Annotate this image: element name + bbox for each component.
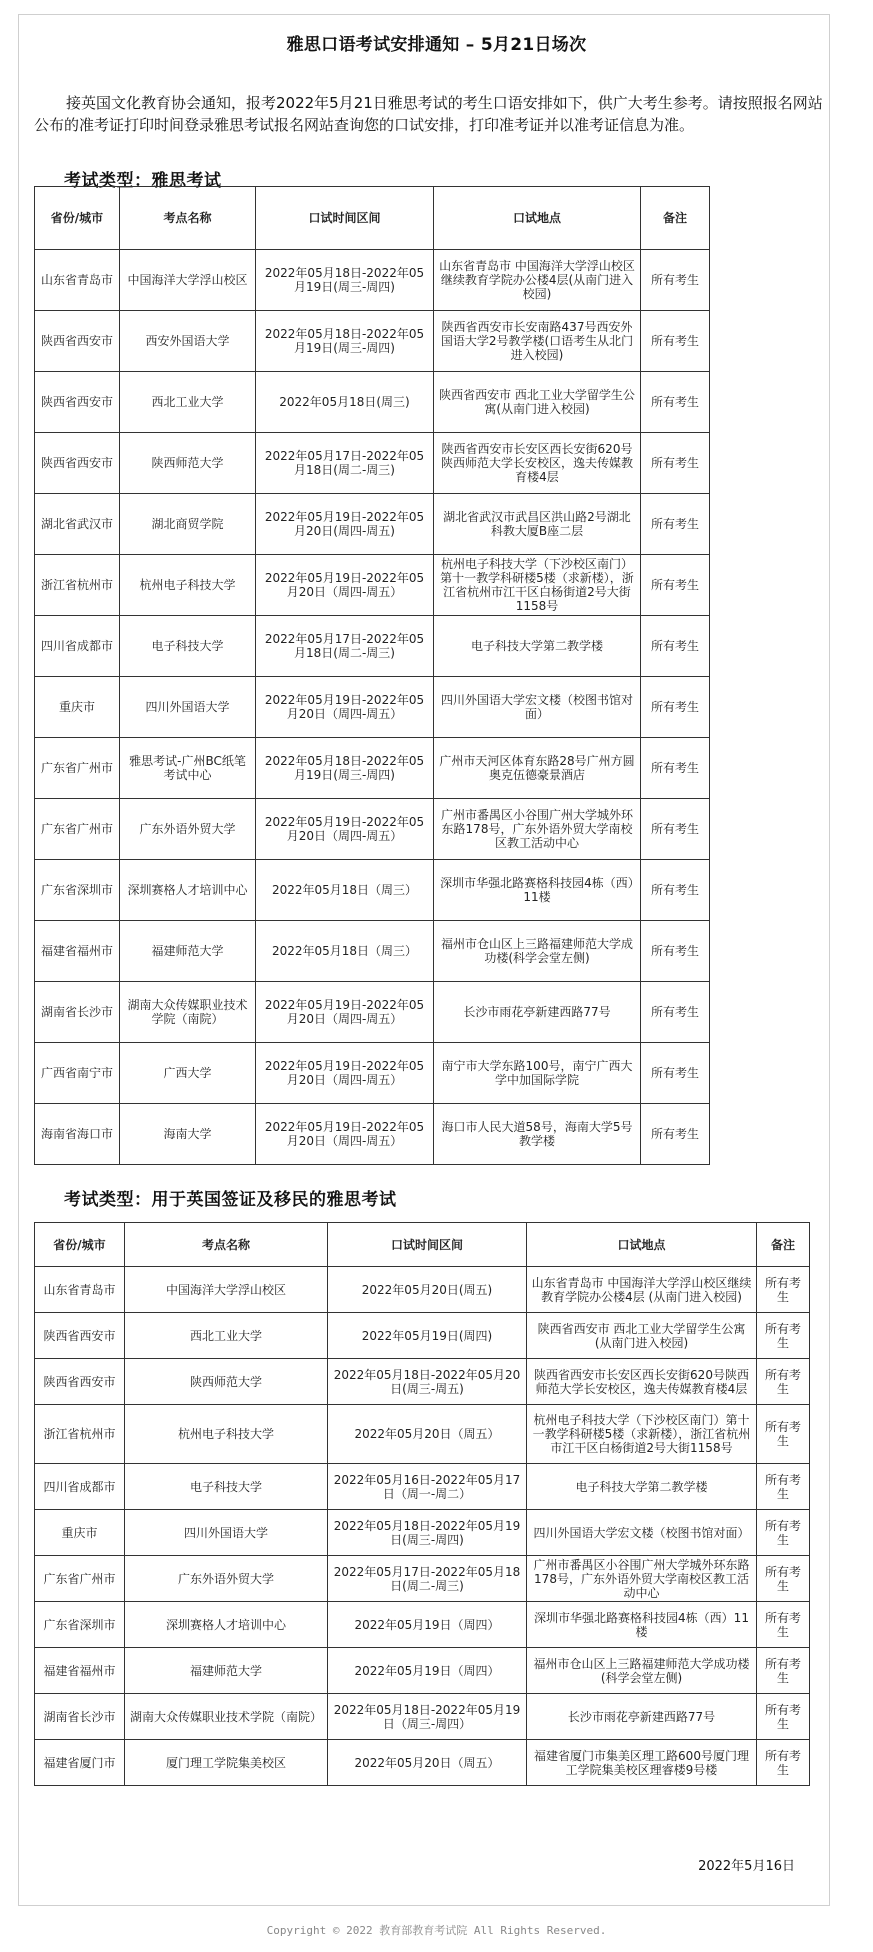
province-cell: 广东省广州市 xyxy=(35,738,120,799)
province-cell: 广西省南宁市 xyxy=(35,1043,120,1104)
venue-cell: 福建师范大学 xyxy=(120,921,256,982)
province-cell: 浙江省杭州市 xyxy=(35,1405,125,1464)
venue-cell: 陕西师范大学 xyxy=(125,1359,328,1405)
venue-cell: 深圳赛格人才培训中心 xyxy=(125,1602,328,1648)
table-row xyxy=(35,799,710,860)
venue-cell: 深圳赛格人才培训中心 xyxy=(120,860,256,921)
location-cell: 深圳市华强北路赛格科技园4栋（西）11楼 xyxy=(434,860,641,921)
table-row xyxy=(35,1464,810,1510)
table-row xyxy=(35,1405,810,1464)
table-row xyxy=(35,1104,710,1165)
location-cell: 四川外国语大学宏文楼（校图书馆对面） xyxy=(434,677,641,738)
location-cell: 杭州电子科技大学（下沙校区南门）第十一教学科研楼5楼（求新楼），浙江省杭州市江干区白杨街道2号大街1158号 xyxy=(527,1405,757,1464)
venue-cell: 杭州电子科技大学 xyxy=(125,1405,328,1464)
notes-cell: 所有考生 xyxy=(641,982,710,1043)
venue-cell: 广西大学 xyxy=(120,1043,256,1104)
ukvi-schedule-table xyxy=(34,1222,810,1786)
venue-cell: 陕西师范大学 xyxy=(120,433,256,494)
header-location: 口试地点 xyxy=(527,1223,757,1267)
time-cell: 2022年05月17日-2022年05月18日(周二-周三) xyxy=(256,616,434,677)
page-title: 雅思口语考试安排通知 – 5月21日场次 xyxy=(286,35,587,55)
province-cell: 湖南省长沙市 xyxy=(35,982,120,1043)
notes-cell: 所有考生 xyxy=(641,311,710,372)
venue-cell: 湖南大众传媒职业技术学院（南院） xyxy=(125,1694,328,1740)
province-cell: 山东省青岛市 xyxy=(35,250,120,311)
notes-cell: 所有考生 xyxy=(641,555,710,616)
province-cell: 陕西省西安市 xyxy=(35,1313,125,1359)
table-row xyxy=(35,1556,810,1602)
province-cell: 福建省福州市 xyxy=(35,921,120,982)
province-cell: 福建省福州市 xyxy=(35,1648,125,1694)
table-row xyxy=(35,677,710,738)
venue-cell: 西北工业大学 xyxy=(120,372,256,433)
notes-cell: 所有考生 xyxy=(757,1602,810,1648)
venue-cell: 广东外语外贸大学 xyxy=(120,799,256,860)
time-cell: 2022年05月20日（周五） xyxy=(328,1740,527,1786)
table-header-row xyxy=(35,187,710,250)
section2-heading: 考试类型：用于英国签证及移民的雅思考试 xyxy=(64,1190,397,1210)
notes-cell: 所有考生 xyxy=(641,494,710,555)
notes-cell: 所有考生 xyxy=(641,250,710,311)
table-row xyxy=(35,1694,810,1740)
notes-cell: 所有考生 xyxy=(757,1267,810,1313)
time-cell: 2022年05月18日（周三） xyxy=(256,860,434,921)
header-venue: 考点名称 xyxy=(125,1223,328,1267)
location-cell: 杭州电子科技大学（下沙校区南门）第十一教学科研楼5楼（求新楼），浙江省杭州市江干区白杨街道2号大街1158号 xyxy=(434,555,641,616)
table-row xyxy=(35,1043,710,1104)
header-venue: 考点名称 xyxy=(120,187,256,250)
venue-cell: 中国海洋大学浮山校区 xyxy=(125,1267,328,1313)
table-row xyxy=(35,1267,810,1313)
notes-cell: 所有考生 xyxy=(641,860,710,921)
table-row xyxy=(35,1313,810,1359)
province-cell: 山东省青岛市 xyxy=(35,1267,125,1313)
location-cell: 四川外国语大学宏文楼（校图书馆对面） xyxy=(527,1510,757,1556)
table-row xyxy=(35,311,710,372)
header-notes: 备注 xyxy=(757,1223,810,1267)
province-cell: 广东省广州市 xyxy=(35,799,120,860)
time-cell: 2022年05月18日-2022年05月20日(周三-周五) xyxy=(328,1359,527,1405)
location-cell: 深圳市华强北路赛格科技园4栋（西）11楼 xyxy=(527,1602,757,1648)
time-cell: 2022年05月19日-2022年05月20日(周四-周五) xyxy=(256,494,434,555)
province-cell: 浙江省杭州市 xyxy=(35,555,120,616)
time-cell: 2022年05月17日-2022年05月18日(周二-周三) xyxy=(328,1556,527,1602)
notes-cell: 所有考生 xyxy=(641,1104,710,1165)
time-cell: 2022年05月19日-2022年05月20日（周四-周五） xyxy=(256,1104,434,1165)
venue-cell: 湖北商贸学院 xyxy=(120,494,256,555)
province-cell: 陕西省西安市 xyxy=(35,433,120,494)
time-cell: 2022年05月18日-2022年05月19日（周三-周四） xyxy=(328,1694,527,1740)
time-cell: 2022年05月18日-2022年05月19日(周三-周四) xyxy=(328,1510,527,1556)
table-row xyxy=(35,1359,810,1405)
venue-cell: 西安外国语大学 xyxy=(120,311,256,372)
venue-cell: 四川外国语大学 xyxy=(125,1510,328,1556)
table-row xyxy=(35,250,710,311)
notes-cell: 所有考生 xyxy=(757,1359,810,1405)
time-cell: 2022年05月20日(周五) xyxy=(328,1267,527,1313)
time-cell: 2022年05月19日（周四） xyxy=(328,1648,527,1694)
venue-cell: 西北工业大学 xyxy=(125,1313,328,1359)
notes-cell: 所有考生 xyxy=(641,677,710,738)
notes-cell: 所有考生 xyxy=(641,738,710,799)
province-cell: 陕西省西安市 xyxy=(35,372,120,433)
table-row xyxy=(35,921,710,982)
province-cell: 重庆市 xyxy=(35,1510,125,1556)
location-cell: 长沙市雨花亭新建西路77号 xyxy=(434,982,641,1043)
notes-cell: 所有考生 xyxy=(641,921,710,982)
location-cell: 湖北省武汉市武昌区洪山路2号湖北科教大厦B座二层 xyxy=(434,494,641,555)
time-cell: 2022年05月19日(周四) xyxy=(328,1313,527,1359)
header-location: 口试地点 xyxy=(434,187,641,250)
notes-cell: 所有考生 xyxy=(757,1510,810,1556)
table-row xyxy=(35,1510,810,1556)
location-cell: 广州市番禺区小谷围广州大学城外环东路178号，广东外语外贸大学南校区教工活动中心 xyxy=(527,1556,757,1602)
notes-cell: 所有考生 xyxy=(641,433,710,494)
location-cell: 福州市仓山区上三路福建师范大学成功楼(科学会堂左侧) xyxy=(434,921,641,982)
table-row xyxy=(35,616,710,677)
location-cell: 南宁市大学东路100号，南宁广西大学中加国际学院 xyxy=(434,1043,641,1104)
table-row xyxy=(35,1648,810,1694)
province-cell: 广东省深圳市 xyxy=(35,860,120,921)
notice-date: 2022年5月16日 xyxy=(698,1859,795,1874)
table-row xyxy=(35,860,710,921)
province-cell: 广东省广州市 xyxy=(35,1556,125,1602)
location-cell: 陕西省西安市长安南路437号西安外国语大学2号教学楼(口语考生从北门进入校园) xyxy=(434,311,641,372)
table-header-row xyxy=(35,1223,810,1267)
location-cell: 长沙市雨花亭新建西路77号 xyxy=(527,1694,757,1740)
province-cell: 福建省厦门市 xyxy=(35,1740,125,1786)
header-time: 口试时间区间 xyxy=(256,187,434,250)
province-cell: 湖北省武汉市 xyxy=(35,494,120,555)
province-cell: 四川省成都市 xyxy=(35,1464,125,1510)
table-row xyxy=(35,1602,810,1648)
venue-cell: 海南大学 xyxy=(120,1104,256,1165)
notes-cell: 所有考生 xyxy=(757,1648,810,1694)
province-cell: 湖南省长沙市 xyxy=(35,1694,125,1740)
notes-cell: 所有考生 xyxy=(757,1313,810,1359)
venue-cell: 厦门理工学院集美校区 xyxy=(125,1740,328,1786)
venue-cell: 四川外国语大学 xyxy=(120,677,256,738)
time-cell: 2022年05月19日-2022年05月20日（周四-周五） xyxy=(256,982,434,1043)
province-cell: 海南省海口市 xyxy=(35,1104,120,1165)
time-cell: 2022年05月17日-2022年05月18日(周二-周三) xyxy=(256,433,434,494)
time-cell: 2022年05月19日-2022年05月20日（周四-周五） xyxy=(256,799,434,860)
venue-cell: 雅思考试-广州BC纸笔考试中心 xyxy=(120,738,256,799)
province-cell: 陕西省西安市 xyxy=(35,1359,125,1405)
time-cell: 2022年05月18日-2022年05月19日(周三-周四) xyxy=(256,311,434,372)
table-row xyxy=(35,555,710,616)
province-cell: 广东省深圳市 xyxy=(35,1602,125,1648)
section1-heading: 考试类型：雅思考试 xyxy=(64,171,222,191)
table-row xyxy=(35,494,710,555)
time-cell: 2022年05月19日-2022年05月20日（周四-周五） xyxy=(256,677,434,738)
notes-cell: 所有考生 xyxy=(641,616,710,677)
venue-cell: 中国海洋大学浮山校区 xyxy=(120,250,256,311)
notes-cell: 所有考生 xyxy=(757,1556,810,1602)
notes-cell: 所有考生 xyxy=(641,372,710,433)
location-cell: 陕西省西安市 西北工业大学留学生公寓(从南门进入校园) xyxy=(527,1313,757,1359)
table-row xyxy=(35,433,710,494)
time-cell: 2022年05月16日-2022年05月17日（周一-周二） xyxy=(328,1464,527,1510)
time-cell: 2022年05月18日-2022年05月19日(周三-周四) xyxy=(256,250,434,311)
table-row xyxy=(35,738,710,799)
notes-cell: 所有考生 xyxy=(757,1464,810,1510)
header-province: 省份/城市 xyxy=(35,1223,125,1267)
header-notes: 备注 xyxy=(641,187,710,250)
notes-cell: 所有考生 xyxy=(641,1043,710,1104)
location-cell: 福州市仓山区上三路福建师范大学成功楼(科学会堂左侧) xyxy=(527,1648,757,1694)
time-cell: 2022年05月20日（周五） xyxy=(328,1405,527,1464)
venue-cell: 广东外语外贸大学 xyxy=(125,1556,328,1602)
notes-cell: 所有考生 xyxy=(757,1694,810,1740)
location-cell: 陕西省西安市 西北工业大学留学生公寓(从南门进入校园) xyxy=(434,372,641,433)
location-cell: 陕西省西安市长安区西长安街620号陕西师范大学长安校区，逸夫传媒教育楼4层 xyxy=(434,433,641,494)
notes-cell: 所有考生 xyxy=(641,799,710,860)
location-cell: 广州市番禺区小谷围广州大学城外环东路178号，广东外语外贸大学南校区教工活动中心 xyxy=(434,799,641,860)
ielts-schedule-table xyxy=(34,186,710,1165)
venue-cell: 湖南大众传媒职业技术学院（南院） xyxy=(120,982,256,1043)
location-cell: 陕西省西安市长安区西长安街620号陕西师范大学长安校区，逸夫传媒教育楼4层 xyxy=(527,1359,757,1405)
province-cell: 重庆市 xyxy=(35,677,120,738)
venue-cell: 电子科技大学 xyxy=(125,1464,328,1510)
location-cell: 山东省青岛市 中国海洋大学浮山校区继续教育学院办公楼4层 (从南门进入校园) xyxy=(527,1267,757,1313)
table-row xyxy=(35,982,710,1043)
intro-paragraph: 接英国文化教育协会通知，报考2022年5月21日雅思考试的考生口语安排如下，供广大考生参考。请按照报名网站公布的准考证打印时间登录雅思考试报名网站查询您的口试安排，打印准考证并以准考证信息为准。 xyxy=(34,94,823,134)
header-time: 口试时间区间 xyxy=(328,1223,527,1267)
venue-cell: 电子科技大学 xyxy=(120,616,256,677)
location-cell: 广州市天河区体育东路28号广州方圆奥克伍德豪景酒店 xyxy=(434,738,641,799)
time-cell: 2022年05月18日-2022年05月19日(周三-周四) xyxy=(256,738,434,799)
table-row xyxy=(35,1740,810,1786)
time-cell: 2022年05月19日-2022年05月20日（周四-周五） xyxy=(256,1043,434,1104)
location-cell: 山东省青岛市 中国海洋大学浮山校区继续教育学院办公楼4层(从南门进入校园) xyxy=(434,250,641,311)
copyright-footer: Copyright © 2022 教育部教育考试院 All Rights Reserved. xyxy=(266,1924,607,1937)
notes-cell: 所有考生 xyxy=(757,1740,810,1786)
venue-cell: 福建师范大学 xyxy=(125,1648,328,1694)
time-cell: 2022年05月18日(周三) xyxy=(256,372,434,433)
time-cell: 2022年05月19日-2022年05月20日（周四-周五） xyxy=(256,555,434,616)
location-cell: 电子科技大学第二教学楼 xyxy=(434,616,641,677)
notes-cell: 所有考生 xyxy=(757,1405,810,1464)
venue-cell: 杭州电子科技大学 xyxy=(120,555,256,616)
time-cell: 2022年05月18日（周三） xyxy=(256,921,434,982)
table-row xyxy=(35,372,710,433)
location-cell: 福建省厦门市集美区理工路600号厦门理工学院集美校区理睿楼9号楼 xyxy=(527,1740,757,1786)
location-cell: 电子科技大学第二教学楼 xyxy=(527,1464,757,1510)
header-province: 省份/城市 xyxy=(35,187,120,250)
province-cell: 陕西省西安市 xyxy=(35,311,120,372)
province-cell: 四川省成都市 xyxy=(35,616,120,677)
time-cell: 2022年05月19日（周四） xyxy=(328,1602,527,1648)
location-cell: 海口市人民大道58号，海南大学5号教学楼 xyxy=(434,1104,641,1165)
